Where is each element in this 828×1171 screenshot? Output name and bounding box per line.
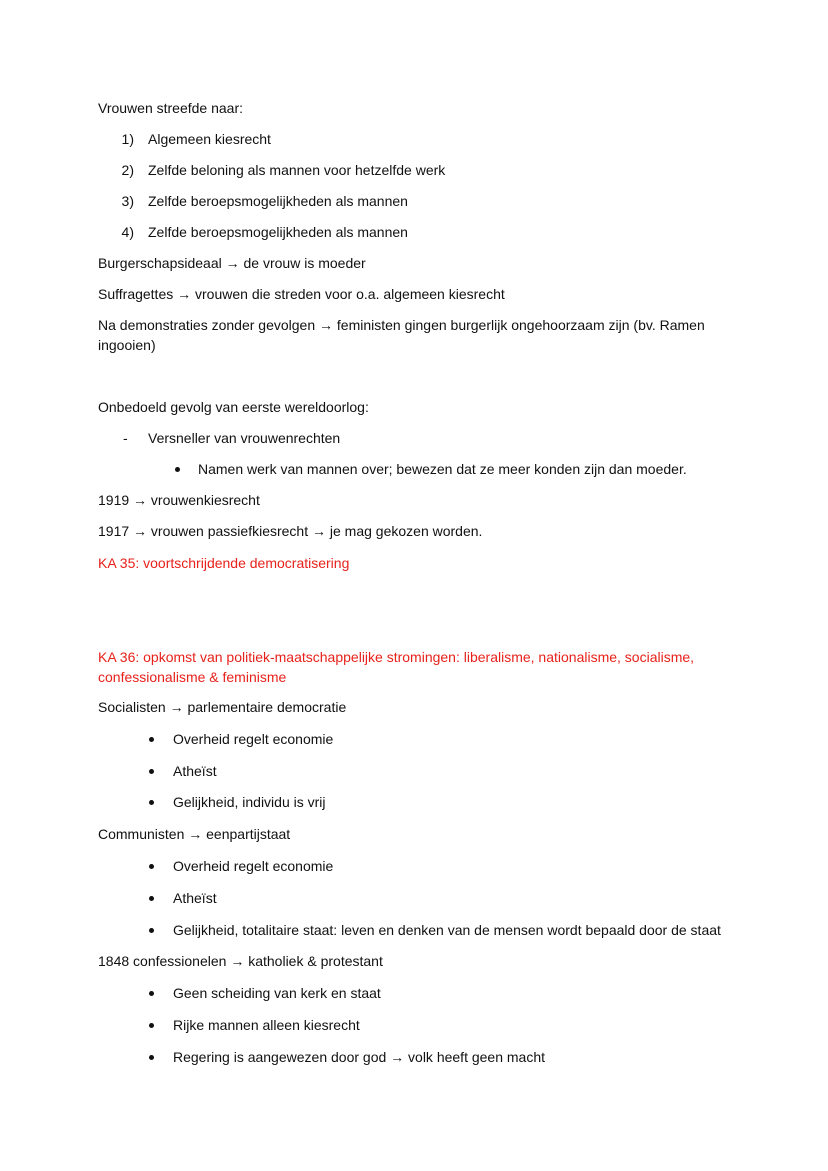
bullet-icon bbox=[149, 800, 154, 805]
heading-socialisten: Socialisten → parlementaire democratie bbox=[98, 699, 347, 715]
list-number: 2) bbox=[121, 162, 134, 178]
bullet-icon bbox=[149, 864, 154, 869]
heading-confessionelen: 1848 confessionelen → katholiek & protestant bbox=[98, 953, 383, 969]
bullet-icon bbox=[149, 769, 154, 774]
heading-ka35: KA 35: voortschrijdende democratisering bbox=[98, 555, 350, 571]
line-demonstraties: Na demonstraties zonder gevolgen → feministen gingen burgerlijk ongehoorzaam zijn (bv. Ramen ingooien) bbox=[98, 317, 705, 353]
bullet-icon bbox=[149, 991, 154, 996]
bullet-item: Gelijkheid, individu is vrij bbox=[173, 794, 326, 810]
line-1917: 1917 → vrouwen passiefkiesrecht → je mag gekozen worden. bbox=[98, 523, 483, 539]
bullet-item: Atheïst bbox=[173, 890, 217, 906]
list-item: Zelfde beroepsmogelijkheden als mannen bbox=[148, 224, 408, 240]
dash-item: Versneller van vrouwenrechten bbox=[148, 430, 341, 446]
list-item: Algemeen kiesrecht bbox=[148, 131, 271, 147]
bullet-icon bbox=[149, 1055, 154, 1060]
bullet-item: Atheïst bbox=[173, 763, 217, 779]
bullet-item: Geen scheiding van kerk en staat bbox=[173, 985, 381, 1001]
list-item: Zelfde beloning als mannen voor hetzelfde werk bbox=[148, 162, 446, 178]
bullet-icon bbox=[149, 928, 154, 933]
bullet-item: Regering is aangewezen door god → volk heeft geen macht bbox=[173, 1049, 546, 1065]
heading-ka36: KA 36: opkomst van politiek-maatschappelijke stromingen: liberalisme, nationalisme, socialisme, confessionalisme & feminisme bbox=[98, 649, 695, 685]
bullet-item: Overheid regelt economie bbox=[173, 858, 334, 874]
bullet-item: Overheid regelt economie bbox=[173, 731, 334, 747]
bullet-item: Rijke mannen alleen kiesrecht bbox=[173, 1017, 360, 1033]
line-1919: 1919 → vrouwenkiesrecht bbox=[98, 492, 260, 508]
list-number: 3) bbox=[121, 193, 134, 209]
dash-marker: - bbox=[123, 430, 128, 446]
bullet-icon bbox=[149, 1023, 154, 1028]
bullet-icon bbox=[149, 896, 154, 901]
bullet-icon bbox=[149, 737, 154, 742]
sub-bullet-item: Namen werk van mannen over; bewezen dat ze meer konden zijn dan moeder. bbox=[198, 461, 687, 477]
heading-communisten: Communisten → eenpartijstaat bbox=[98, 826, 291, 842]
intro-wereldoorlog: Onbedoeld gevolg van eerste wereldoorlog: bbox=[98, 399, 369, 415]
list-number: 4) bbox=[121, 224, 134, 240]
bullet-item: Gelijkheid, totalitaire staat: leven en denken van de mensen wordt bepaald door de staat bbox=[173, 922, 721, 938]
list-item: Zelfde beroepsmogelijkheden als mannen bbox=[148, 193, 408, 209]
intro-vrouwen: Vrouwen streefde naar: bbox=[98, 100, 244, 116]
bullet-icon bbox=[175, 467, 180, 472]
line-burgerschap: Burgerschapsideaal → de vrouw is moeder bbox=[98, 255, 366, 271]
list-number: 1) bbox=[121, 131, 134, 147]
line-suffragettes: Suffragettes → vrouwen die streden voor o.a. algemeen kiesrecht bbox=[98, 286, 505, 302]
